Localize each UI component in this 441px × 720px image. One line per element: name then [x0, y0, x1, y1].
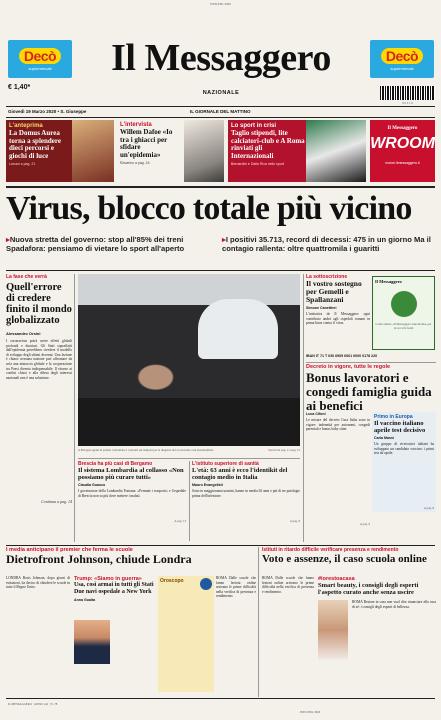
- iban: IBAN IT 71 T 030 6909 6061 0000 0178 220: [306, 354, 378, 358]
- masthead-rule: [6, 106, 435, 107]
- deco-logo: Decò: [19, 48, 61, 64]
- beauty-story[interactable]: #iorestoacasa Smart beauty, i consigli degli esperti l'aspetto curato anche senza uscire: [318, 576, 419, 596]
- edition-strip: ISSN 0391-3929: [210, 2, 231, 6]
- deck-left: ▸Nuova stretta del governo: stop all'85% dei treni Spadafora: pensiamo di vietare lo sport all'aperto: [6, 235, 185, 253]
- opinion-body: I coronavirus potrà avere effetti globali profondi e duraturi. Gli Stati sopraffatti dall'epidemia potrebbero rivedere il modello di sviluppo degli ultimi decenni. Una lezione è chiara: nessuna nazione può affrontare da sola una minaccia globale e la cooperazione tra Paesi diventa indispensabile. Il ritorno ai confini chiusi e alla difesa degli interessi nazionali non è una soluzione.: [6, 339, 72, 380]
- lombardia-story[interactable]: Brescia ha più casi di Bergamo Il sistema Lombardia al collasso «Non possiamo più curare tutti» Claudia Guasco I governatore della Lombardia Fontana: «Fermate i trasporti» e l'ospedale di Brescia non sa più dove mettere i malati. A pag. 13: [78, 461, 186, 523]
- promo-sport[interactable]: Lo sport in crisi Taglio stipendi, lite calciatori-club e A Roma rinviati gli Internazionali Bernardini e Dalla Riva nello sport: [228, 120, 366, 182]
- edition-name: NAZIONALE: [202, 90, 240, 96]
- opinion-title: Quell'errore di credere finito il mondo globalizzato: [6, 282, 72, 326]
- main-headline[interactable]: Virus, blocco totale più vicino: [6, 190, 412, 227]
- decree-story[interactable]: Decreto in vigore, tutte le regole Bonus lavoratori e congedi famiglia guida ai benefici: [306, 364, 436, 413]
- barcode: [380, 86, 435, 100]
- promo-domus[interactable]: L'anteprima La Domus Aurea torna a splendere dieci percorsi e giochi di luce Larcan a pag. 21: [6, 120, 114, 182]
- beauty-body: ROMA Restare in casa non vuol dire rinunciare alla cura di sé: i consigli degli esperti di bellezza.: [352, 600, 436, 609]
- barcode-digits: 0 0 3 1 9: [402, 101, 413, 105]
- wroom-ad[interactable]: Il Messaggero WROOM motori.ilmessaggero.it: [370, 120, 435, 182]
- beauty-photo: [318, 600, 348, 660]
- deco-ad-left[interactable]: [8, 40, 72, 78]
- deco-logo: Decò: [381, 48, 423, 64]
- domus-photo: [72, 120, 114, 182]
- issue-date: Giovedì 19 Marzo 2020 • S. Giuseppe: [8, 109, 87, 114]
- deco-sub: supermercati: [28, 65, 52, 71]
- johnson-body: LONDRA Boris Johnson, dopo giorni di esitazioni, ha deciso di chiudere le scuole in tutto il Regno Unito.: [6, 576, 70, 590]
- wroom-logo: WROOM: [370, 135, 435, 152]
- photo-page: Servizi da pag. 2 a pag. 15: [268, 448, 300, 452]
- footer-left: IL MESSAGGERO · ANNO 142 · N. 78: [8, 702, 58, 706]
- masthead-title[interactable]: Il Messaggero: [111, 37, 331, 79]
- deco-ad-right[interactable]: [370, 40, 434, 78]
- fundraiser-story[interactable]: La sottoscrizione Il vostro sostegno per Gemelli e Spallanzani Simone Canettieri L'iniziativa de Il Messaggero: ogni contributo andrà agli ospedali romani in prima linea contro il virus.: [306, 274, 370, 326]
- bullet-icon: ▸: [6, 235, 10, 244]
- continue-label: Continua a pag. 14: [41, 499, 72, 504]
- deco-sub: supermercati: [390, 65, 414, 71]
- school-body-a: ROMA Dalle scuole che fanno lezioni online arrivano le prime difficoltà nella verifica di presenza e rendimento.: [216, 576, 256, 599]
- price: € 1,40*: [8, 84, 31, 91]
- hazmat-suit: [198, 299, 278, 359]
- fundraiser-box[interactable]: Il Messaggero Come aiutare «Il Messaggero aiuta Roma» per la raccolta fondi: [372, 276, 435, 350]
- school-story[interactable]: Istituti in ritardo difficile verificare presenza e rendimento Voto e assenze, il caso scuola online: [262, 547, 427, 565]
- bullet-icon: ▸: [222, 235, 226, 244]
- football-photo: [306, 120, 366, 182]
- trump-photo: [74, 620, 110, 664]
- horoscope-box[interactable]: Oroscopo: [158, 576, 214, 692]
- horoscope-icon: [200, 578, 212, 590]
- footer-right: ISSN 0391-3929: [300, 710, 321, 714]
- trump-story[interactable]: Trump: «Siamo in guerra» Usa, così armai in tutti gli Stati Due navi ospedale a New York Anna Guaita: [74, 576, 154, 602]
- dafoe-photo: [184, 120, 224, 182]
- johnson-story[interactable]: I media anticipano il premier che ferma le scuole Dietrofront Johnson, chiude Londra: [6, 547, 192, 566]
- school-body-b: ROMA Dalle scuole che fanno lezioni online arrivano le prime difficoltà nella verifica di presenza e rendimento.: [262, 576, 314, 594]
- deck-right: ▸I positivi 35.713, record di decessi: 475 in un giorno Ma il contagio rallenta: oltre quattromila i guaritti: [222, 235, 431, 253]
- iss-story[interactable]: L'istituto superiore di sanità L'età: 63 anni è ecco l'identikit del contagio medio in Italia Mauro Evangelisti Sono in maggioranza uomini, hanno in media 63 anni e più di tre patologie prima dell'infezione. A pag. 8: [192, 461, 300, 523]
- opinion-column[interactable]: La fase che verrà Quell'errore di credere finito il mondo globalizzato Alessandro Orsini I coronavirus potrà avere effetti globali profondi e duraturi. Gli Stati sopraffatti dall'epidemia potrebbero rivedere il modello di sviluppo degli ultimi decenni. Una lezione è chiara: nessuna nazione può affrontare da sola una minaccia globale e la cooperazione tra Paesi diventa indispensabile. Il ritorno ai confini chiusi e alla difesa degli interessi nazionali non è una soluzione. Continua a pag. 14: [6, 274, 72, 504]
- decree-title: Bonus lavoratori e congedi famiglia guida ai benefici: [306, 370, 432, 413]
- photo-caption: A Bologna agenti di polizia controllano i controlli sui tamponi per la diagnosi del coronavirus a un automobilista: [78, 448, 214, 452]
- main-photo[interactable]: [78, 274, 300, 446]
- heart-icon: [391, 291, 417, 317]
- opinion-author: Alessandro Orsini: [6, 331, 41, 336]
- paper-motto: IL GIORNALE DEL MATTINO: [190, 109, 251, 114]
- promo-dafoe[interactable]: L'intervista Willem Dafoe «Io tra i ghiacci per sfidare un'epidemia» Ravarino a pag. 24: [120, 122, 173, 165]
- vaccine-story[interactable]: Primo in Europa Il vaccino italiano aprile test decisivo Carla Massi Un gruppo di ricercatori italiani ha sviluppato un candidato vaccino: i primi test ad aprile. A pag. 8: [374, 414, 434, 510]
